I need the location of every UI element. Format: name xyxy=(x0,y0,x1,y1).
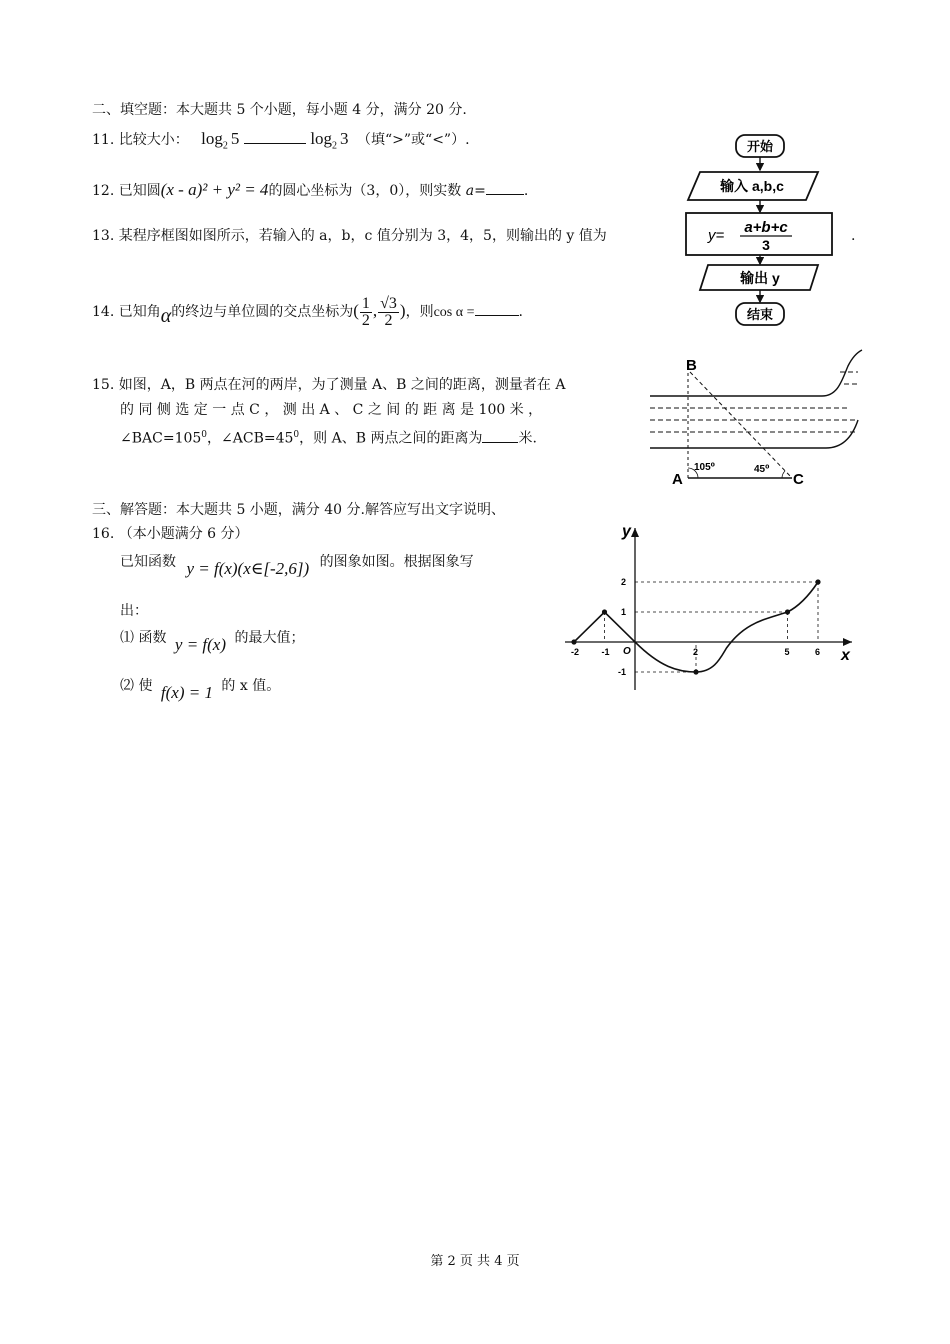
cos-alpha: cos α = xyxy=(433,305,475,320)
section-3-header: 三、解答题：本大题共 5 小题，满分 40 分.解答应写出文字说明、 xyxy=(92,502,505,518)
river-upper-bank xyxy=(650,350,862,396)
fraction-sqrt3-half: $\frac{√3}{2}$ xyxy=(380,294,397,329)
function-graph xyxy=(560,520,860,690)
flowchart-start-label: 开始 xyxy=(746,139,774,154)
flowchart-end-label: 结束 xyxy=(746,307,774,322)
y-axis-arrow xyxy=(631,528,639,537)
curve-point xyxy=(693,669,698,674)
question-end: . xyxy=(518,304,523,320)
curve-point xyxy=(785,609,790,614)
question-15-line-3: $\angle BAC=105^0$，$\angle ACB=45^0$，则 A、B 两点之间的距离为 米. xyxy=(120,426,537,448)
log-left: $\log_2 5$ xyxy=(201,129,240,152)
coord-open: ( xyxy=(353,301,359,320)
question-text-2: 的圆心坐标为（3，0），则实数 xyxy=(268,183,462,199)
question-16-part-1: ⑴ 函数 y = f(x) 的最大值； xyxy=(120,630,305,654)
question-text-2: 的终边与单位圆的交点坐标为 xyxy=(171,304,354,320)
y-tick-label: 1 xyxy=(621,607,627,617)
question-number: 13. xyxy=(92,228,115,244)
question-14 xyxy=(92,292,523,331)
equals-sign: = xyxy=(474,183,486,199)
log-right: $\log_2 3$ xyxy=(310,129,349,152)
y-tick-label: 2 xyxy=(621,577,627,587)
origin-label: O xyxy=(623,646,631,657)
question-16-title xyxy=(92,525,249,543)
circle-equation: (x - a)² + y² = 4 xyxy=(160,180,269,199)
flowchart-process-denominator: 3 xyxy=(762,237,770,253)
variable-a: a xyxy=(465,183,475,199)
function-expr: y = f(x) xyxy=(174,635,227,654)
question-text: 已知角 xyxy=(118,304,161,320)
question-13 xyxy=(92,227,607,245)
question-text-3: ，则 xyxy=(405,304,434,320)
angle-a-label: 105⁰ xyxy=(694,462,716,473)
curve-point xyxy=(815,579,820,584)
flowchart-process-lhs: y= xyxy=(708,227,725,244)
coord-comma: , xyxy=(372,301,378,320)
coord-close: ) xyxy=(399,301,406,320)
x-axis-label: x xyxy=(841,647,850,664)
question-16-line-1: 已知函数 y = f(x)(x∈[-2,6]) 的图象如图。根据图象写 xyxy=(120,554,474,578)
label-a: A xyxy=(672,471,683,488)
angle-c-label: 45⁰ xyxy=(754,464,770,475)
question-points: （本小题满分 6 分） xyxy=(118,526,249,542)
label-b: B xyxy=(686,357,697,374)
question-number: 11. xyxy=(92,132,115,148)
question-number: 12. xyxy=(92,183,115,199)
x-axis-arrow xyxy=(843,638,852,646)
river-lower-bank xyxy=(650,420,858,448)
flowchart-output-label: 输出 y xyxy=(740,270,780,286)
flowchart-process-numerator: a+b+c xyxy=(744,219,788,236)
x-tick-label: 2 xyxy=(693,647,699,657)
question-text: 如图，A，B 两点在河的两岸，为了测量 A、B 之间的距离，测量者在 A xyxy=(118,377,566,393)
function-domain: y = f(x)(x∈[-2,6]) xyxy=(186,559,310,578)
question-11 xyxy=(92,130,470,155)
river-water-lines xyxy=(650,372,858,432)
question-16-part-2: ⑵ 使 f(x) = 1 的 x 值。 xyxy=(120,678,281,702)
question-15-line-1 xyxy=(92,376,565,394)
question-text: 比较大小： xyxy=(118,132,189,148)
answer-blank xyxy=(244,133,306,144)
x-tick-label: 6 xyxy=(815,647,821,657)
curve-point xyxy=(571,639,576,644)
question-number: 16. xyxy=(92,526,115,542)
question-13-end: . xyxy=(851,228,856,244)
question-15-line-2: 的 同 侧 选 定 一 点 C ， 测 出 A 、 C 之 间 的 距 离 是 100 米 ， xyxy=(120,402,543,418)
fraction-one-half: $\frac{1}{2}$ xyxy=(361,294,370,329)
question-text: 某程序框图如图所示，若输入的 a，b，c 值分别为 3，4，5，则输出的 y 值为 xyxy=(118,228,607,244)
question-12 xyxy=(92,180,528,200)
question-16-line-2: 出： xyxy=(120,603,148,619)
x-tick-label: -2 xyxy=(571,647,580,657)
answer-blank xyxy=(482,428,518,443)
x-tick-label: 5 xyxy=(784,647,790,657)
question-end: . xyxy=(523,183,529,199)
flowchart-figure xyxy=(680,132,850,332)
question-number: 14. xyxy=(92,304,115,320)
question-number: 15. xyxy=(92,377,115,393)
y-tick-label: -1 xyxy=(618,667,627,677)
question-tail: （填“>”或“<”）. xyxy=(357,132,470,148)
answer-blank xyxy=(486,180,524,195)
page-footer: 第 2 页 共 4 页 xyxy=(430,1254,520,1269)
label-c: C xyxy=(793,471,804,488)
section-2-header: 二、填空题：本大题共 5 个小题，每小题 4 分，满分 20 分. xyxy=(92,102,467,118)
x-tick-label: -1 xyxy=(601,647,610,657)
question-text: 已知圆 xyxy=(118,183,161,199)
y-axis-label: y xyxy=(622,523,631,540)
river-figure xyxy=(650,350,865,490)
alpha-symbol: α xyxy=(160,305,172,327)
answer-blank xyxy=(475,305,519,316)
curve-point xyxy=(602,609,607,614)
function-equation: f(x) = 1 xyxy=(160,683,213,702)
flowchart-input-label: 输入 a,b,c xyxy=(720,178,784,194)
